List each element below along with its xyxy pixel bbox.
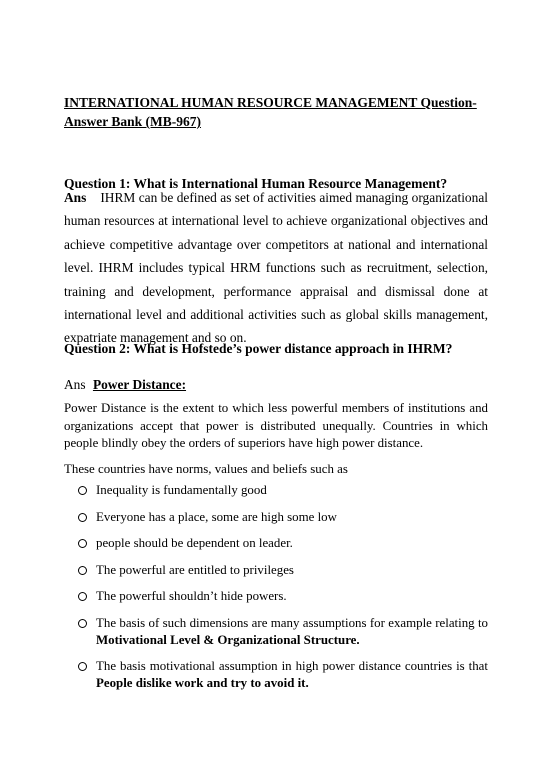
list-item-text: Everyone has a place, some are high some low [96,509,337,524]
bullet-circle-icon [78,566,87,575]
list-item-bold-text: People dislike work and try to avoid it. [96,676,309,690]
norms-list [78,482,488,702]
question-2: Question 2: What is Hofstede’s power distance approach in IHRM? [64,341,453,356]
list-item-text: Inequality is fundamentally good [96,483,267,497]
answer-1 [64,186,488,350]
list-item [78,615,488,649]
list-item-text: The basis of such dimensions are many assumptions for example relating to [96,615,488,630]
bullet-circle-icon [78,619,87,628]
bullet-circle-icon [78,513,87,522]
list-item-bold-text: Motivational Level & Organizational Structure. [96,632,360,647]
bullet-circle-icon [78,662,87,671]
answer-1-text: IHRM can be defined as set of activities aimed managing organizational human resources at international level to achieve organizational objectives and achieve competitive advantage over competitors at national and international level. IHRM includes typical HRM functions such as recruitment, selection, training and development, performance appraisal and dismissal done at international level and additional activities such as global skills management, expatriate management and so on. [64,190,488,346]
list-item-text: The powerful are entitled to privileges [96,562,294,577]
power-distance-heading: Power Distance: [92,377,187,392]
answer-2-heading [64,377,186,393]
list-item [78,562,488,579]
answer-2-label: Ans [64,377,86,392]
list-item-text: The powerful shouldn’t hide powers. [96,589,287,603]
list-item [78,535,488,552]
bullet-circle-icon [78,539,87,548]
power-distance-paragraph: Power Distance is the extent to which less powerful members of institutions and organizations accept that power is distributed unequally. Countries in which people blindly obey the orders of superiors have high power distance. [64,401,488,450]
list-item [78,588,488,605]
list-item [78,482,488,499]
bullet-circle-icon [78,486,87,495]
bullet-circle-icon [78,592,87,601]
answer-1-label: Ans [64,190,87,205]
list-item [78,658,488,692]
question-1: Question 1: What is International Human Resource Management? [64,176,448,191]
document-title: INTERNATIONAL HUMAN RESOURCE MANAGEMENT Question-Answer Bank (MB-967) [64,95,477,129]
list-item [78,509,488,526]
norms-intro: These countries have norms, values and beliefs such as [64,462,348,476]
list-item-text: people should be dependent on leader. [96,536,293,550]
list-item-text: The basis motivational assumption in high power distance countries is that [96,659,488,673]
